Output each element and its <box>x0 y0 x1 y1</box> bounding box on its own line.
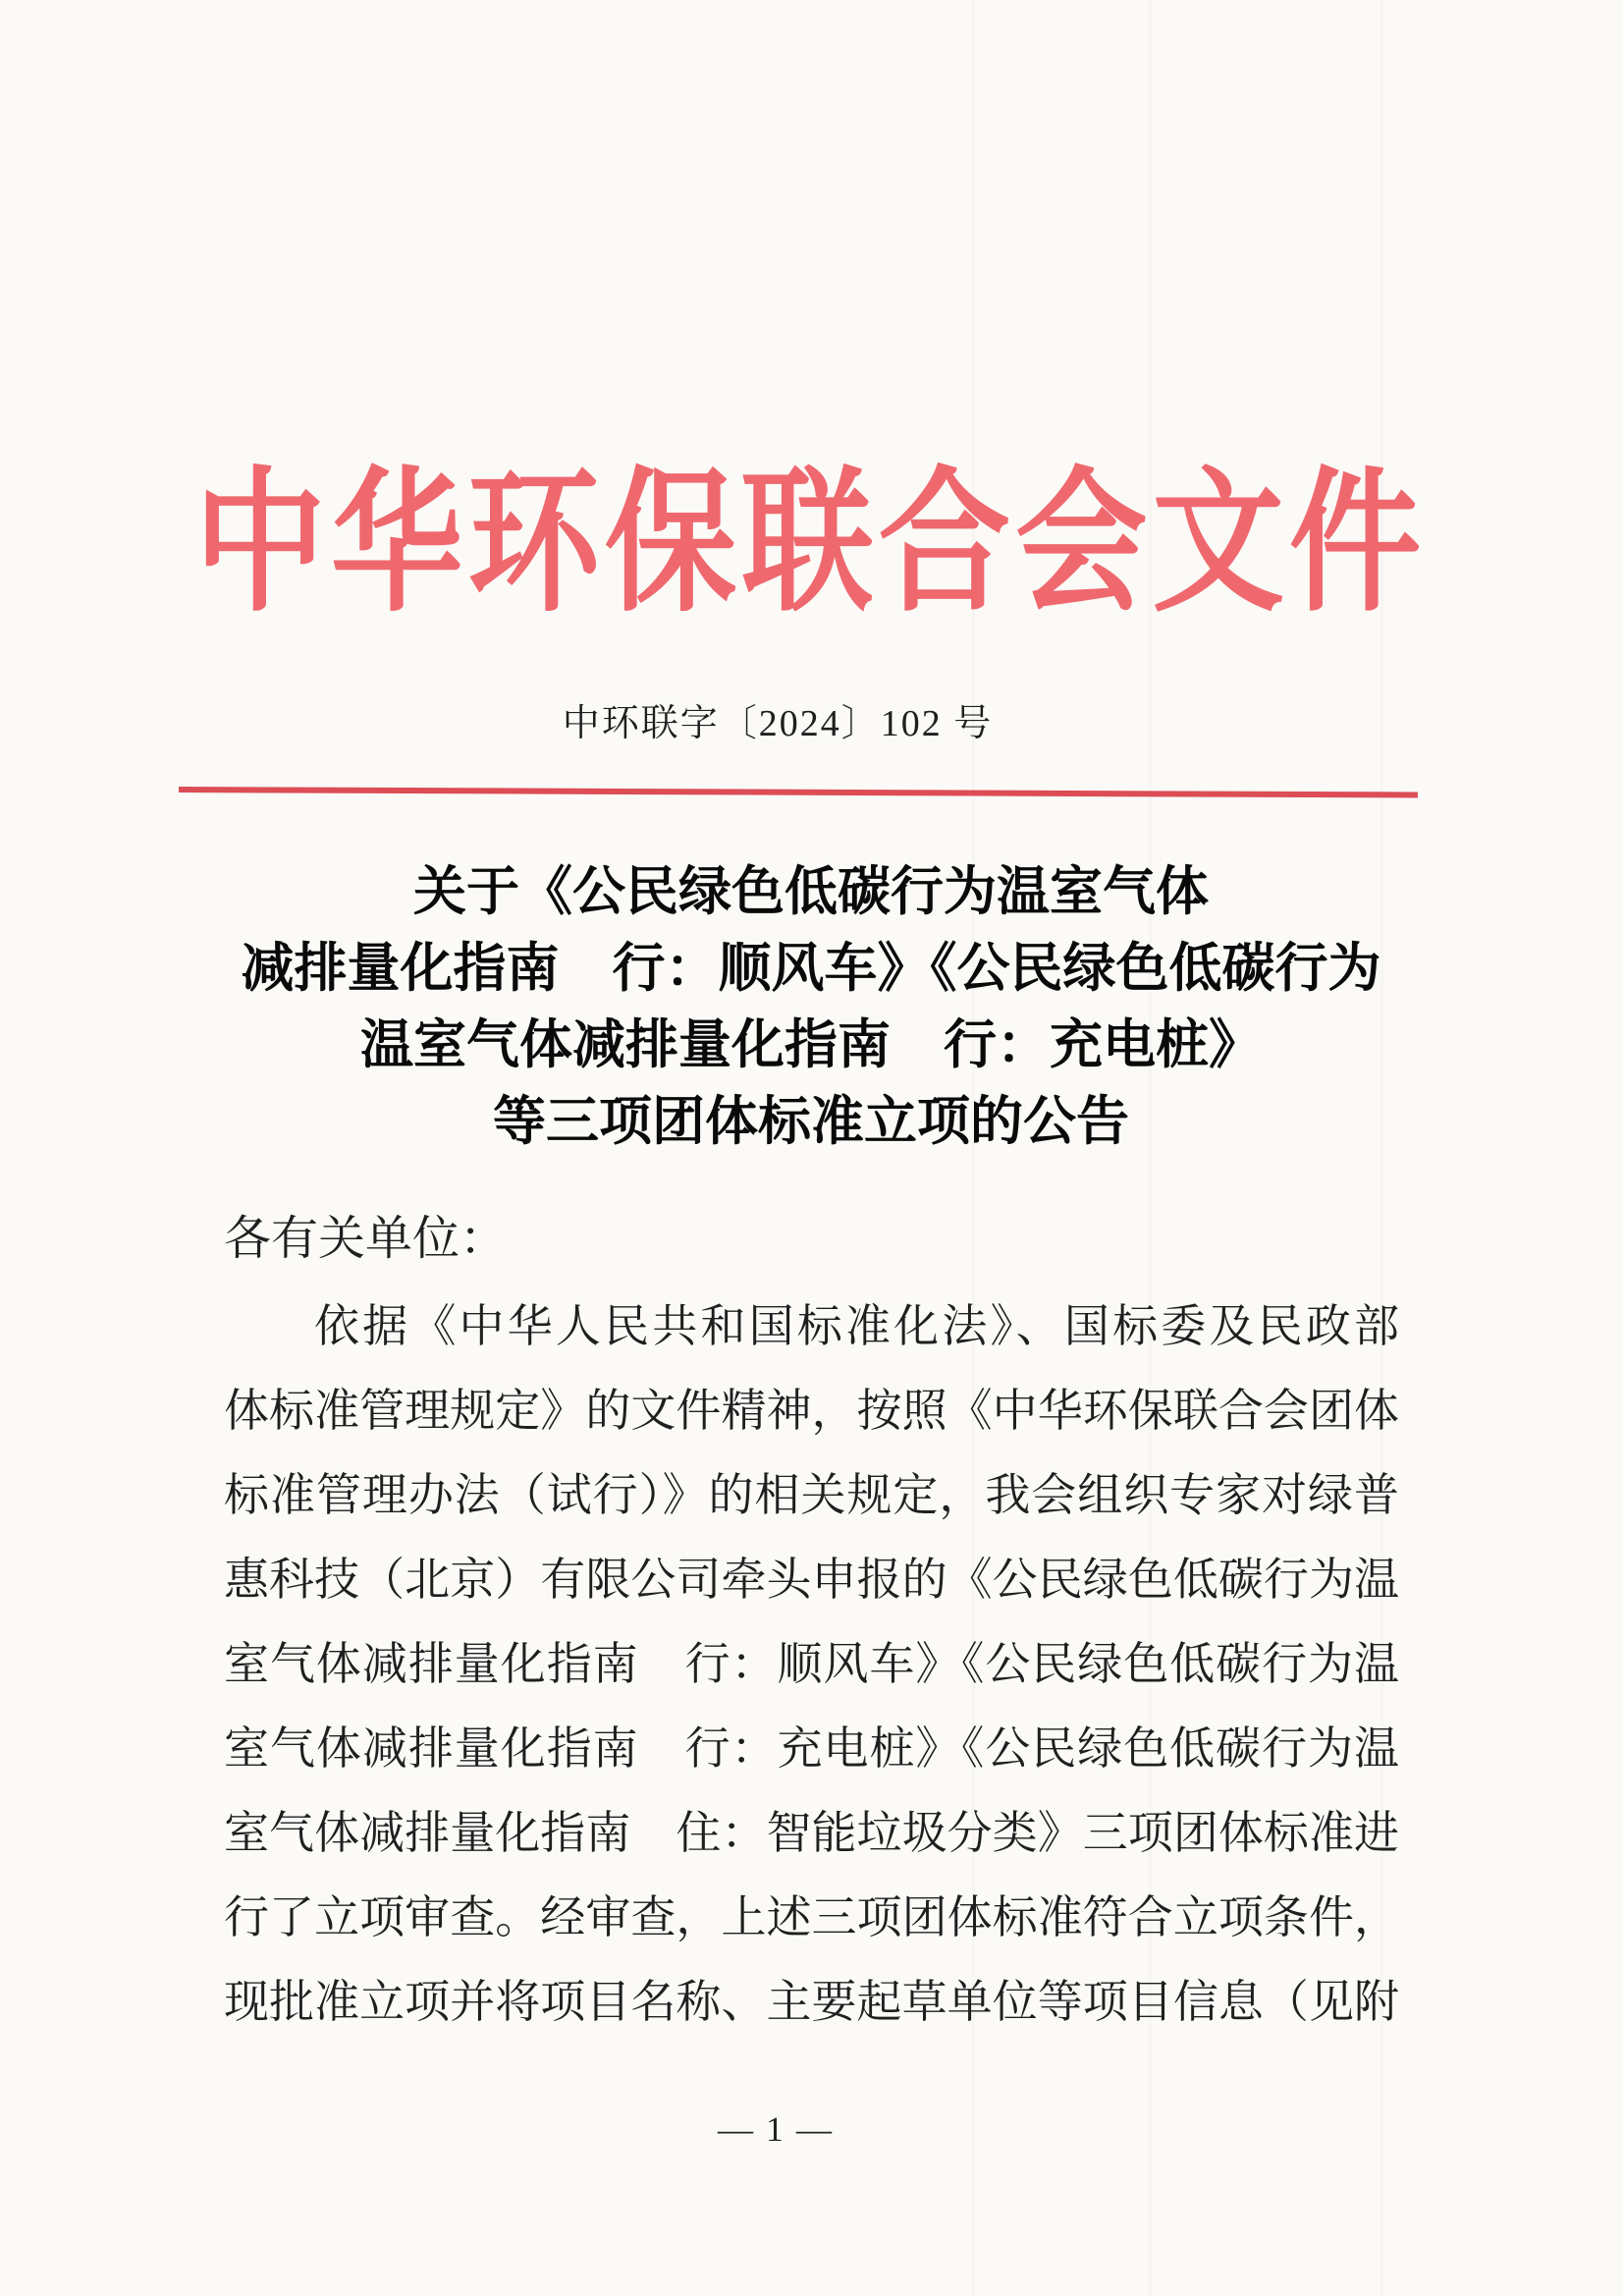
page-number: — 1 — <box>718 2109 834 2149</box>
title-line: 等三项团体标准立项的公告 <box>493 1092 1129 1151</box>
org-header-text: 中华环保联合会文件 <box>193 459 1427 630</box>
body-line: 室气体减排量化指南 住：智能垃圾分类》三项团体标准进 <box>224 1808 1399 1858</box>
body-line: 惠科技（北京）有限公司牵头申报的《公民绿色低碳行为温 <box>224 1555 1399 1605</box>
body-line: 室气体减排量化指南 行：充电桩》《公民绿色低碳行为温 <box>224 1723 1399 1774</box>
body-line: 室气体减排量化指南 行：顺风车》《公民绿色低碳行为温 <box>224 1639 1399 1689</box>
title-line: 温室气体减排量化指南 行：充电桩》 <box>360 1015 1262 1074</box>
body-paragraph <box>224 1285 1399 2045</box>
body-line: 行了立项审查。经审查，上述三项团体标准符合立项条件， <box>224 1892 1399 1942</box>
document-title <box>26 853 1596 1160</box>
title-line: 减排量化指南 行：顺风车》《公民绿色低碳行为 <box>241 939 1381 998</box>
body-line: 依据《中华人民共和国标准化法》、国标委及民政部 <box>314 1301 1399 1351</box>
body-line: 标准管理办法（试行）》的相关规定，我会组织专家对绿普 <box>224 1470 1399 1520</box>
salutation: 各有关单位： <box>224 1213 508 1265</box>
doc-number: 中环联字〔2024〕102 号 <box>562 703 994 744</box>
body-line: 现批准立项并将项目名称、主要起草单位等项目信息（见附 <box>224 1977 1399 2027</box>
org-header-banner <box>10 459 1610 676</box>
body-line: 体标准管理规定》的文件精神，按照《中华环保联合会团体 <box>224 1386 1399 1436</box>
title-line: 关于《公民绿色低碳行为温室气体 <box>413 862 1209 921</box>
red-divider-line <box>179 787 1418 798</box>
